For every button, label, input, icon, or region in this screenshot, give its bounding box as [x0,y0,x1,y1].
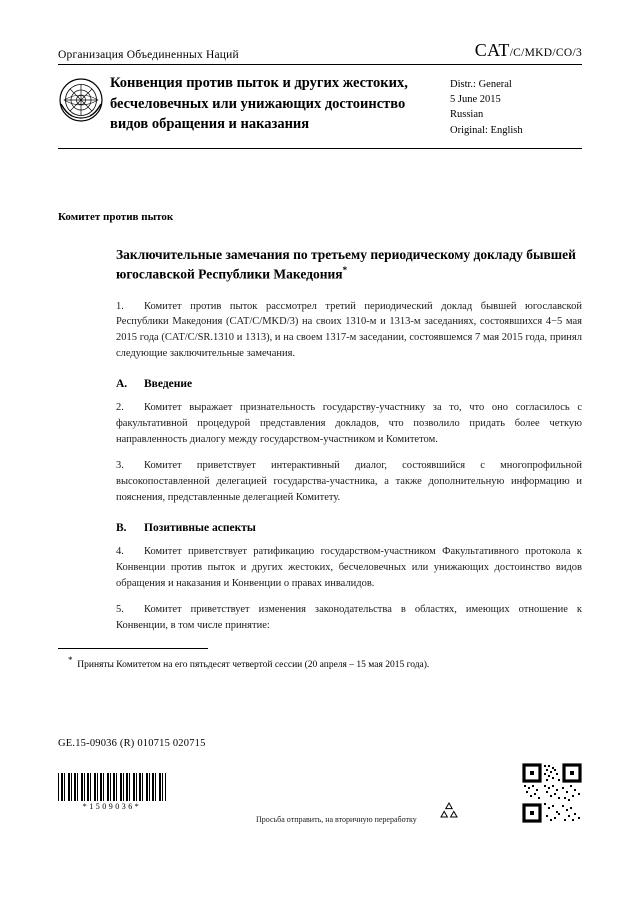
document-code: GE.15-09036 (R) 010715 020715 [58,738,206,749]
paragraph-4-text: Комитет приветствует ратификацию государством-участником Факультативного протокола к Конвенции против пыток и других жестоких, бесчеловечных или унижающих достоинство видов обращения и наказания и Конвенции о правах инвалидов. [116,546,582,589]
paragraph-1-text: Комитет против пыток рассмотрел третий периодический доклад бывшей югославской Республики Македония (CAT/C/MKD/3) на своих 1310-м и 1313-м заседаниях, состоявшихся 4−5 мая 2015 года (CAT/C/SR.1310 и 1313), и на своем 1317-м заседании, состоявшемся 7 мая 2015 года, принял следующие заключительные замечания. [116,300,582,360]
convention-title: Конвенция против пыток и других жестоких, бесчеловечных или унижающих достоинство видов обращения и наказания [110,75,408,133]
page-footer [58,738,582,825]
distr-line-3: Russian [450,109,484,121]
page-title [116,245,582,285]
recycle-icon [438,801,460,828]
paragraph-4-number: 4. [116,546,124,558]
barcode-number: *1509036* [82,802,142,811]
paragraph-1-number: 1. [116,300,124,312]
qr-code-icon [522,763,582,823]
paragraph-3 [116,458,582,506]
distr-line-2: 5 June 2015 [450,94,501,106]
paragraph-5-number: 5. [116,603,124,615]
document-symbol-main: CAT [474,40,510,60]
footer-bottom-row [58,763,582,825]
paragraph-2-text: Комитет выражает признательность государству-участнику за то, что оно согласилось с факультативной процедурой представления докладов, что позволило придать более четкую направленность диалогу между государством-участником и Комитетом. [116,402,582,446]
distr-line-4: Original: English [450,124,523,136]
page-title-footnote-mark: * [342,265,348,276]
footnote-divider [58,648,208,649]
document-symbol-sub: /C/MKD/CO/3 [509,47,582,59]
section-heading-a [116,378,582,390]
recycle-note: Просьба отправить, на вторичную переработку [256,815,417,824]
section-heading-b [116,522,582,534]
header-top-row [58,40,582,63]
section-a-title: Введение [144,378,193,391]
footnote-text: Приняты Комитетом на его пятьдесят четвертой сессии (20 апреля – 15 мая 2015 года). [77,659,430,670]
organization-name: Организация Объединенных Наций [58,49,239,61]
barcode [58,773,166,811]
un-emblem-icon [58,73,110,123]
footnote-mark: * [68,654,73,665]
document-symbol [475,40,582,61]
section-b-title: Позитивные аспекты [144,522,256,535]
document-content [116,245,582,634]
footnote [68,654,582,672]
header-main-row [58,65,582,144]
barcode-bars [58,773,166,801]
section-b-letter: B. [116,522,127,535]
committee-name: Комитет против пыток [58,210,174,223]
paragraph-1 [116,299,582,363]
paragraph-2 [116,400,582,448]
document-inner [58,40,582,840]
paragraph-4 [116,544,582,592]
paragraph-5-text: Комитет приветствует изменения законодательства в областях, имеющих отношение к Конвенции, в том числе принятие: [116,603,582,631]
paragraph-3-text: Комитет приветствует интерактивный диалог, состоявшийся с многопрофильной высокопоставленной делегацией государства-участника, а также дополнительную информацию и пояснения, представленные делегацией Комитету. [116,460,582,504]
distr-line-1: Distr.: General [450,79,512,90]
section-a-letter: A. [116,378,128,391]
paragraph-5 [116,602,582,634]
header-divider-bottom [58,148,582,149]
paragraph-3-number: 3. [116,460,124,472]
paragraph-2-number: 2. [116,402,124,414]
page-title-text: Заключительные замечания по третьему периодическому докладу бывшей югославской Республики Македония [116,246,576,282]
distribution-block [450,73,582,138]
